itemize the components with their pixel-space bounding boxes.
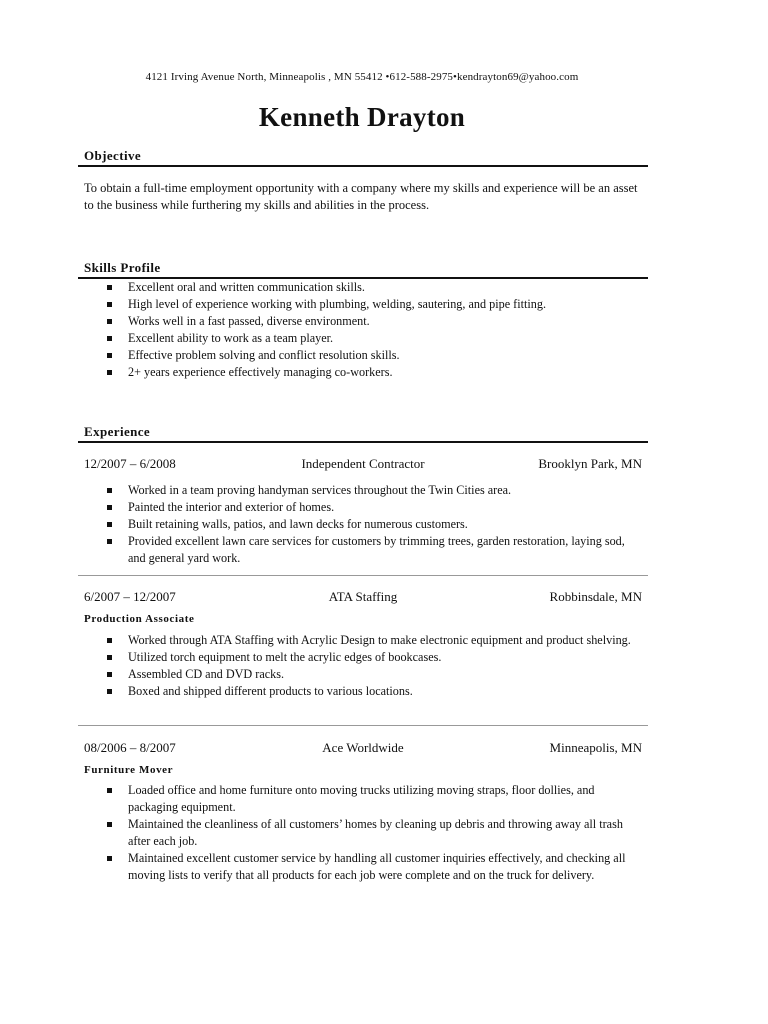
experience-rule [78,441,648,443]
skills-list [104,279,644,381]
job-company: Independent Contractor [301,456,425,471]
job-divider [78,725,648,726]
objective-heading: Objective [84,148,142,163]
skill-item: Excellent oral and written communication skills. [104,279,644,296]
job-company: Ace Worldwide [322,740,404,755]
contact-line: 4121 Irving Avenue North, Minneapolis , MN 55412 •612-588-2975•kendrayton69@yahoo.com [145,71,579,83]
skill-item: Effective problem solving and conflict resolution skills. [104,347,644,364]
experience-heading: Experience [84,424,151,439]
job-header [84,740,642,758]
job-dates: 12/2007 – 6/2008 [84,456,176,471]
job-duty: Utilized torch equipment to melt the acrylic edges of bookcases. [104,649,644,666]
job-duty: Boxed and shipped different products to various locations. [104,683,644,700]
skill-item: Works well in a fast passed, diverse environment. [104,313,644,330]
job-header [84,589,642,607]
skill-item: 2+ years experience effectively managing co-workers. [104,364,644,381]
skills-heading: Skills Profile [84,260,161,275]
objective-rule [78,165,648,167]
job-header [84,456,642,474]
job-location: Robbinsdale, MN [549,589,642,604]
job-duty: Maintained excellent customer service by handling all customer inquiries effectively, and checking all moving lists to verify that all products for each job were complete and on the truck for delivery. [104,850,644,884]
job-dates: 6/2007 – 12/2007 [84,589,176,604]
job-duty: Loaded office and home furniture onto moving trucks utilizing moving straps, floor dollies, and packaging equipment. [104,782,644,816]
candidate-name: Kenneth Drayton [258,102,466,132]
skill-item: High level of experience working with plumbing, welding, sautering, and pipe fitting. [104,296,644,313]
job-title: Production Associate [84,613,195,625]
job-location: Minneapolis, MN [549,740,642,755]
job-duties-list [104,782,644,884]
job-duty: Maintained the cleanliness of all customers’ homes by cleaning up debris and throwing away all trash after each job. [104,816,644,850]
job-duty: Assembled CD and DVD racks. [104,666,644,683]
job-dates: 08/2006 – 8/2007 [84,740,176,755]
job-duty: Built retaining walls, patios, and lawn decks for numerous customers. [104,516,644,533]
job-title: Furniture Mover [84,764,174,776]
objective-text: To obtain a full-time employment opportunity with a company where my skills and experience will be an asset to the business while furthering my skills and abilities in the process. [84,181,638,212]
skill-item: Excellent ability to work as a team player. [104,330,644,347]
job-duty: Worked through ATA Staffing with Acrylic Design to make electronic equipment and product shelving. [104,632,644,649]
job-duty: Painted the interior and exterior of homes. [104,499,644,516]
job-duties-list [104,482,644,567]
job-company: ATA Staffing [328,589,398,604]
job-duties-list [104,632,644,700]
job-location: Brooklyn Park, MN [538,456,642,471]
job-divider [78,575,648,576]
job-duty: Provided excellent lawn care services for customers by trimming trees, garden restoration, laying sod, and general yard work. [104,533,644,567]
job-duty: Worked in a team proving handyman services throughout the Twin Cities area. [104,482,644,499]
